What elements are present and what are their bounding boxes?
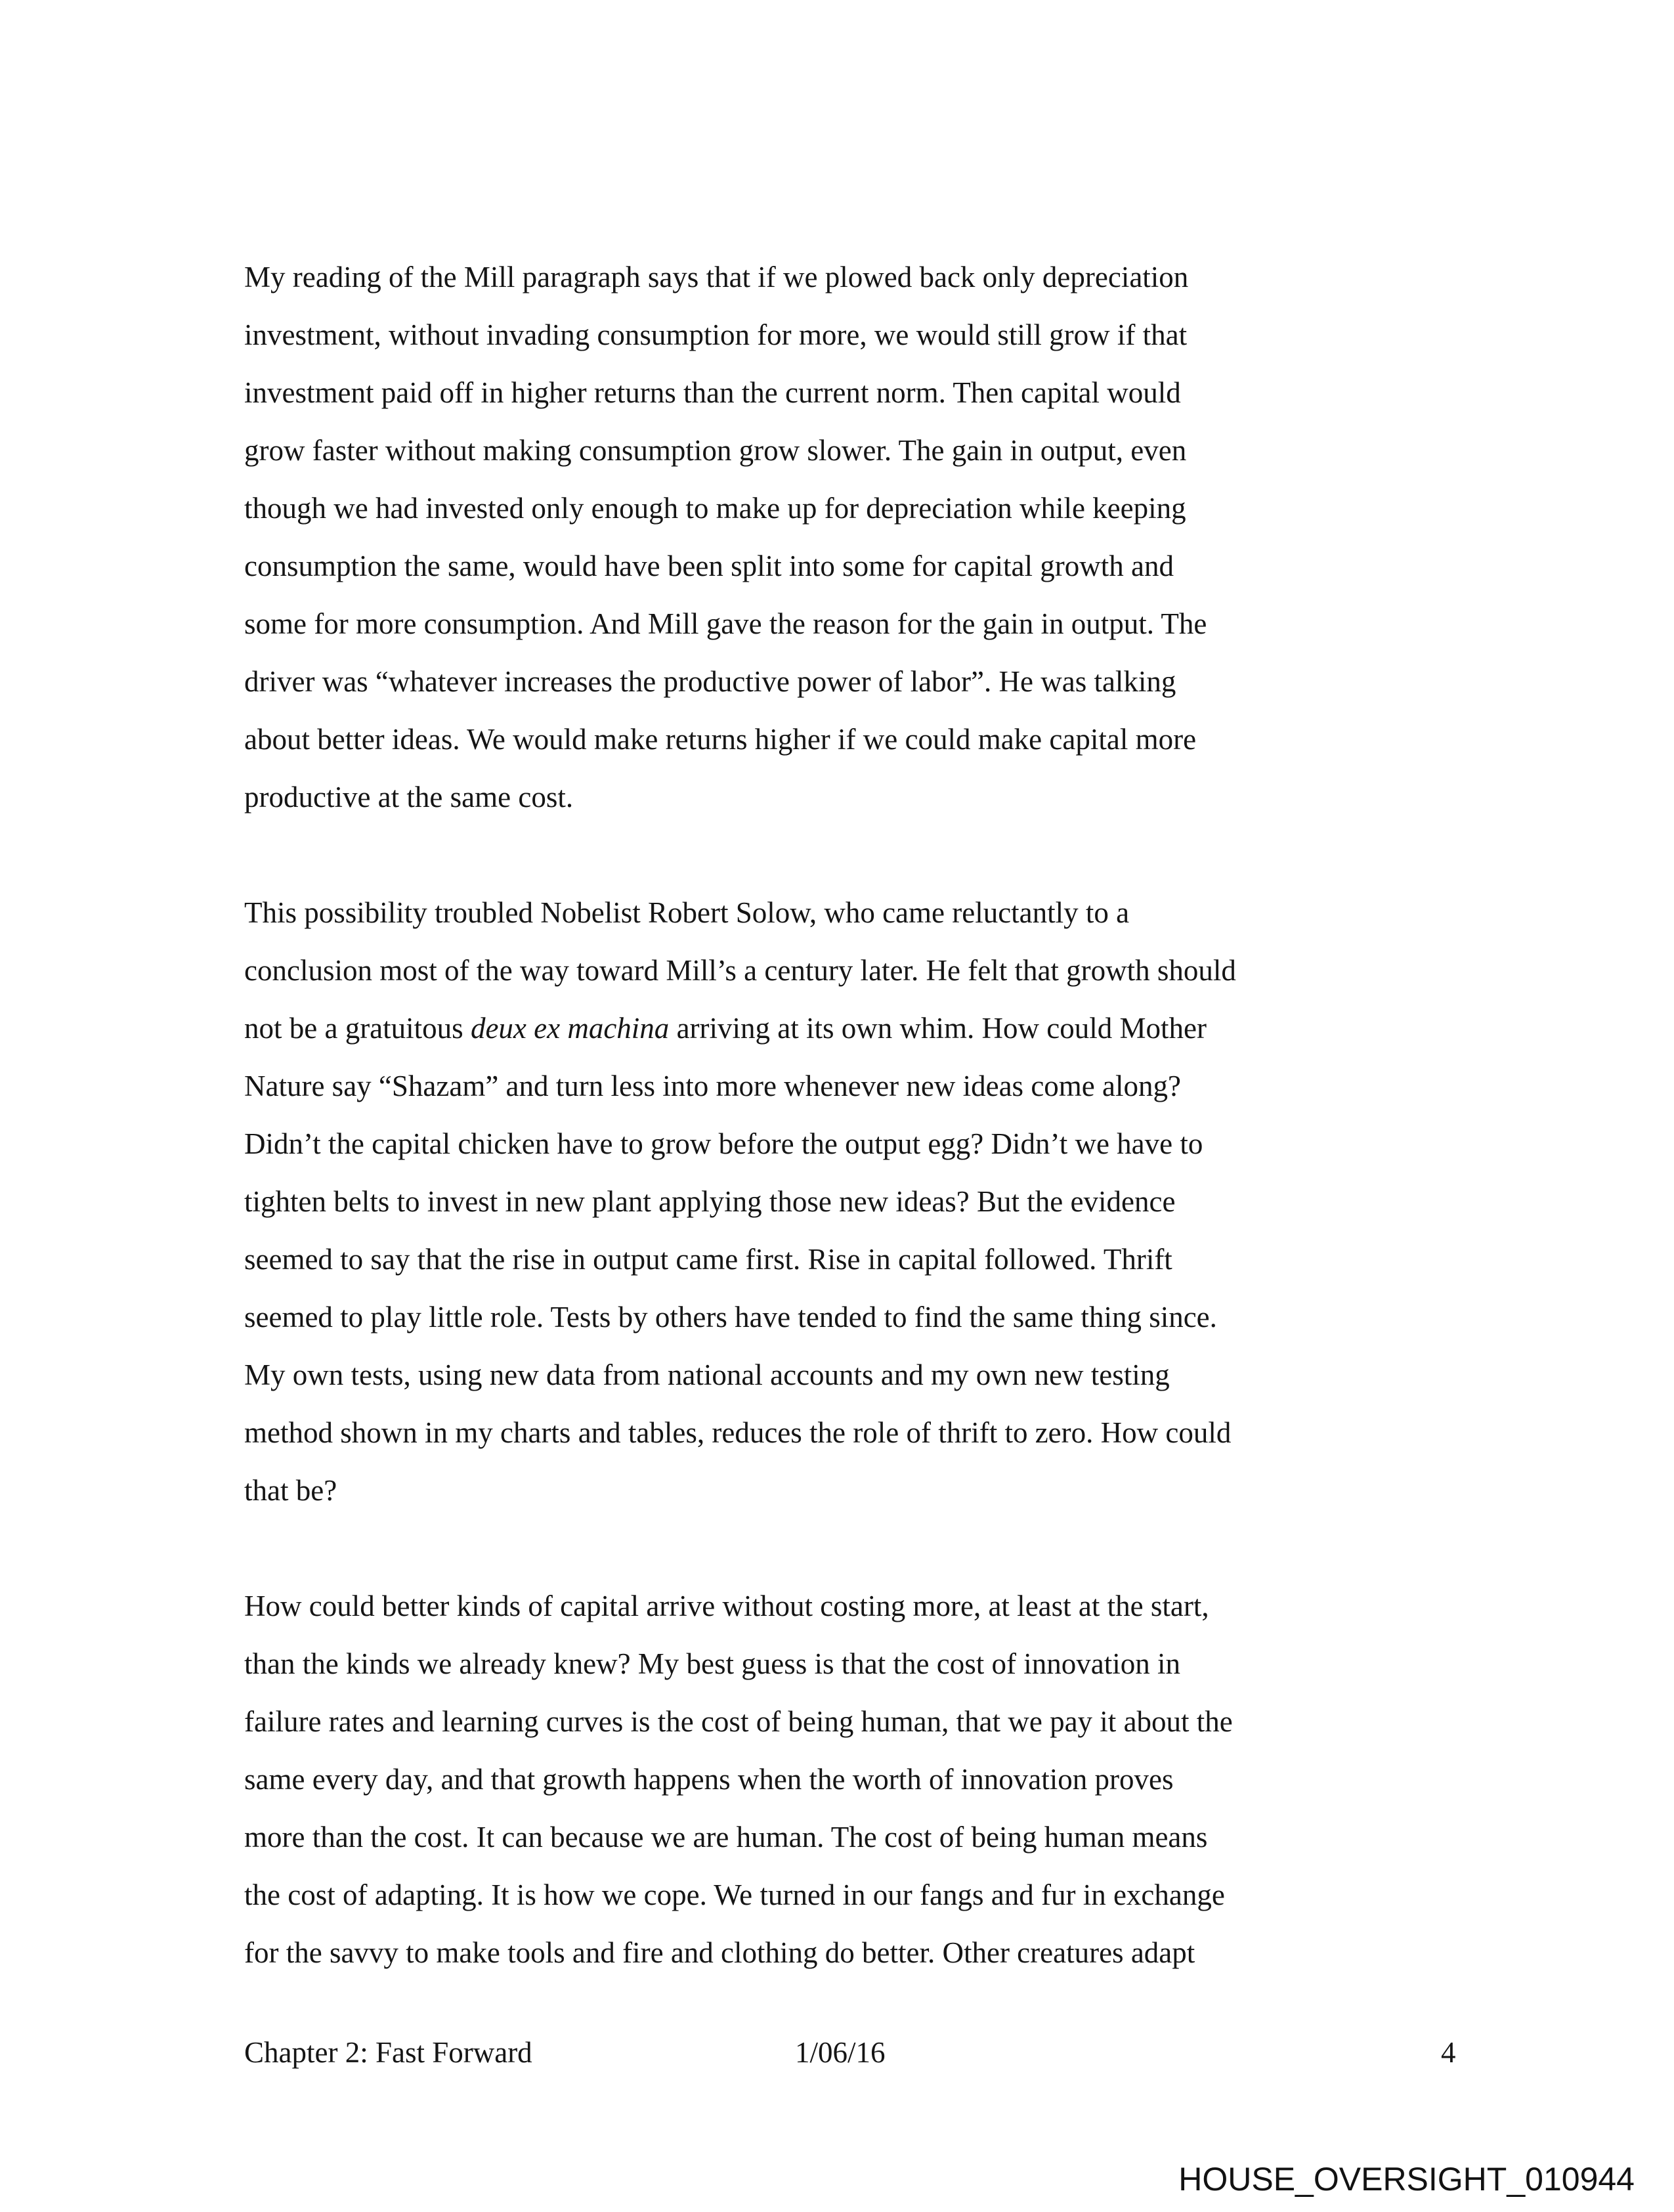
text-segment: productive at the same cost. [244, 781, 574, 813]
text-line [244, 653, 1236, 710]
footer-chapter-label: Chapter 2: Fast Forward [244, 2036, 532, 2069]
footer-page-number: 4 [1441, 2036, 1456, 2069]
paragraph [244, 884, 1236, 1519]
italic-text-segment: deux ex machina [470, 1012, 670, 1045]
text-segment: Didn’t the capital chicken have to grow before the output egg? Didn’t we have to [244, 1127, 1203, 1160]
paragraph [244, 1577, 1236, 1982]
text-line [244, 537, 1236, 595]
text-segment: investment, without invading consumption for more, we would still grow if that [244, 318, 1188, 351]
text-line [244, 1346, 1236, 1404]
text-segment: grow faster without making consumption grow slower. The gain in output, even [244, 434, 1187, 467]
text-segment: investment paid off in higher returns than the current norm. Then capital would [244, 376, 1181, 409]
text-line [244, 422, 1236, 479]
text-line [244, 942, 1236, 999]
text-line [244, 1635, 1236, 1693]
text-line [244, 710, 1236, 768]
text-line [244, 1173, 1236, 1230]
text-line [244, 479, 1236, 537]
text-line [244, 1693, 1236, 1750]
text-segment: driver was “whatever increases the productive power of labor”. He was talking [244, 665, 1176, 698]
text-line [244, 1462, 1236, 1519]
bates-stamp: HOUSE_OVERSIGHT_010944 [1178, 2161, 1635, 2198]
text-segment: My own tests, using new data from national accounts and my own new testing [244, 1358, 1170, 1391]
paragraph [244, 248, 1236, 826]
text-segment: arriving at its own whim. How could Mother [669, 1012, 1207, 1045]
text-line [244, 1115, 1236, 1173]
text-segment: consumption the same, would have been split into some for capital growth and [244, 550, 1174, 582]
text-segment: This possibility troubled Nobelist Robert Solow, who came reluctantly to a [244, 896, 1130, 929]
text-segment: some for more consumption. And Mill gave the reason for the gain in output. The [244, 607, 1207, 640]
text-segment: than the kinds we already knew? My best guess is that the cost of innovation in [244, 1647, 1180, 1680]
text-segment: conclusion most of the way toward Mill’s a century later. He felt that growth should [244, 954, 1236, 987]
text-line [244, 1866, 1236, 1924]
text-line [244, 595, 1236, 653]
text-segment: How could better kinds of capital arrive without costing more, at least at the start, [244, 1590, 1209, 1622]
text-line [244, 1404, 1236, 1462]
text-line [244, 1577, 1236, 1635]
text-line [244, 1057, 1236, 1115]
text-line [244, 1924, 1236, 1982]
body-text [244, 248, 1236, 1982]
text-segment: tighten belts to invest in new plant applying those new ideas? But the evidence [244, 1185, 1176, 1218]
text-segment: failure rates and learning curves is the cost of being human, that we pay it about the [244, 1705, 1233, 1738]
text-line [244, 248, 1236, 306]
text-line [244, 306, 1236, 364]
text-segment: that be? [244, 1474, 337, 1507]
text-segment: about better ideas. We would make returns higher if we could make capital more [244, 723, 1197, 756]
text-segment: the cost of adapting. It is how we cope. We turned in our fangs and fur in exchange [244, 1878, 1225, 1911]
text-line [244, 1808, 1236, 1866]
text-segment: for the savvy to make tools and fire and clothing do better. Other creatures adapt [244, 1936, 1195, 1969]
text-line [244, 1230, 1236, 1288]
text-segment: method shown in my charts and tables, reduces the role of thrift to zero. How could [244, 1416, 1232, 1449]
text-line [244, 768, 1236, 826]
text-segment: Nature say “Shazam” and turn less into more whenever new ideas come along? [244, 1070, 1181, 1102]
text-segment: My reading of the Mill paragraph says that if we plowed back only depreciation [244, 261, 1189, 293]
text-line [244, 1750, 1236, 1808]
text-segment: not be a gratuitous [244, 1012, 471, 1045]
footer-date: 1/06/16 [795, 2036, 886, 2069]
text-segment: seemed to say that the rise in output came first. Rise in capital followed. Thrift [244, 1243, 1172, 1276]
text-segment: though we had invested only enough to make up for depreciation while keeping [244, 492, 1186, 525]
text-segment: seemed to play little role. Tests by others have tended to find the same thing since. [244, 1301, 1217, 1334]
text-line [244, 884, 1236, 942]
text-segment: same every day, and that growth happens when the worth of innovation proves [244, 1763, 1174, 1796]
text-line [244, 364, 1236, 422]
text-line [244, 999, 1236, 1057]
text-line [244, 1288, 1236, 1346]
text-segment: more than the cost. It can because we are human. The cost of being human means [244, 1821, 1208, 1854]
